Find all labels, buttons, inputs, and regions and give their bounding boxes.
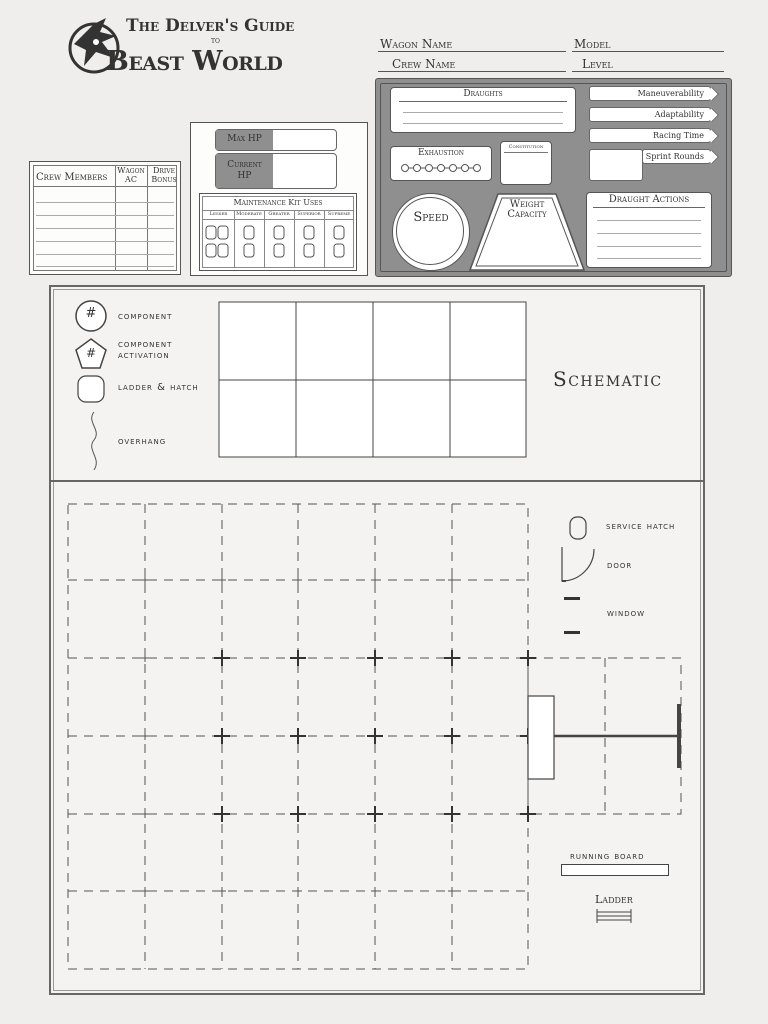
max-hp-label: Max HP bbox=[227, 134, 262, 144]
schematic-solid-grid[interactable] bbox=[218, 300, 528, 460]
window-icon-a bbox=[564, 597, 580, 600]
crew-name-field[interactable] bbox=[378, 71, 566, 72]
adaptability-tag[interactable]: Adaptability bbox=[589, 107, 711, 122]
constitution-box[interactable] bbox=[500, 141, 552, 185]
weight-capacity-label: Weight Capacity bbox=[507, 199, 547, 220]
maintenance-box bbox=[199, 193, 357, 271]
maint-col-lesser: Lesser bbox=[209, 211, 228, 217]
maintenance-title: Maintenance Kit Uses bbox=[233, 198, 323, 207]
logo-line3: Beast World bbox=[106, 46, 283, 77]
exhaustion-box[interactable] bbox=[390, 146, 492, 181]
wagon-ac-header: Wagon AC bbox=[117, 166, 145, 184]
maint-col-greater: Greater bbox=[268, 211, 290, 217]
crew-members-title: Crew Members bbox=[36, 172, 108, 183]
drive-bonus-header: Drive Bonus bbox=[151, 166, 177, 184]
ladder-label: Ladder bbox=[595, 893, 633, 906]
overhang-icon bbox=[84, 410, 104, 472]
wagon-name-field[interactable] bbox=[378, 51, 566, 52]
component-activation-label: component activation bbox=[118, 339, 173, 361]
current-hp-box[interactable] bbox=[215, 153, 337, 189]
running-board-label: running board bbox=[570, 851, 645, 862]
service-hatch-icon bbox=[568, 515, 588, 541]
speed-box[interactable] bbox=[392, 193, 470, 271]
hp-panel bbox=[190, 122, 368, 276]
ladder-hatch-icon bbox=[76, 374, 106, 404]
model-label: Model bbox=[574, 37, 611, 51]
draught-actions-label: Draught Actions bbox=[608, 194, 690, 205]
running-board-icon bbox=[561, 864, 669, 876]
schematic-title: Schematic bbox=[553, 367, 663, 391]
stats-panel bbox=[375, 78, 732, 277]
crew-name-label: Crew Name bbox=[392, 57, 456, 71]
current-hp-label: Current HP bbox=[227, 160, 262, 181]
maint-col-superior: Superior bbox=[297, 211, 321, 217]
logo-line1: The Delver's Guide bbox=[126, 16, 295, 36]
logo bbox=[66, 12, 316, 82]
model-field[interactable] bbox=[572, 51, 724, 52]
exhaustion-track-icon bbox=[391, 161, 491, 175]
sprint-rounds-box[interactable] bbox=[589, 149, 643, 181]
maint-col-supreme: Supreme bbox=[327, 211, 351, 217]
max-hp-box[interactable] bbox=[215, 129, 337, 151]
draughts-box[interactable] bbox=[390, 87, 576, 133]
constitution-label: Constitution bbox=[508, 144, 544, 150]
sprint-rounds-tag[interactable]: Sprint Rounds bbox=[642, 149, 711, 164]
speed-label: Speed bbox=[413, 210, 449, 225]
ladder-hatch-label: ladder & hatch bbox=[118, 382, 199, 393]
service-hatch-label: service hatch bbox=[606, 521, 676, 532]
logo-line2: to bbox=[211, 36, 220, 46]
component-label: component bbox=[118, 311, 173, 322]
ladder-icon bbox=[595, 907, 635, 925]
maint-col-moderate: Moderate bbox=[236, 211, 262, 217]
level-field[interactable] bbox=[572, 71, 724, 72]
maneuverability-tag[interactable]: Maneuverability bbox=[589, 86, 711, 101]
wagon-name-label: Wagon Name bbox=[380, 37, 453, 51]
component-symbol: # bbox=[85, 306, 97, 321]
overhang-label: overhang bbox=[118, 436, 167, 447]
maintenance-jar-icons bbox=[200, 220, 356, 270]
window-label: window bbox=[607, 608, 646, 619]
racing-time-tag[interactable]: Racing Time bbox=[589, 128, 711, 143]
component-activation-symbol: # bbox=[85, 346, 97, 360]
window-icon-b bbox=[564, 631, 580, 634]
door-label: door bbox=[607, 560, 633, 571]
level-label: Level bbox=[582, 57, 613, 71]
draught-actions-box[interactable] bbox=[586, 192, 712, 268]
crew-members-panel bbox=[29, 161, 181, 275]
draughts-label: Draughts bbox=[463, 89, 503, 99]
door-icon bbox=[558, 545, 598, 585]
exhaustion-label: Exhaustion bbox=[417, 148, 465, 158]
